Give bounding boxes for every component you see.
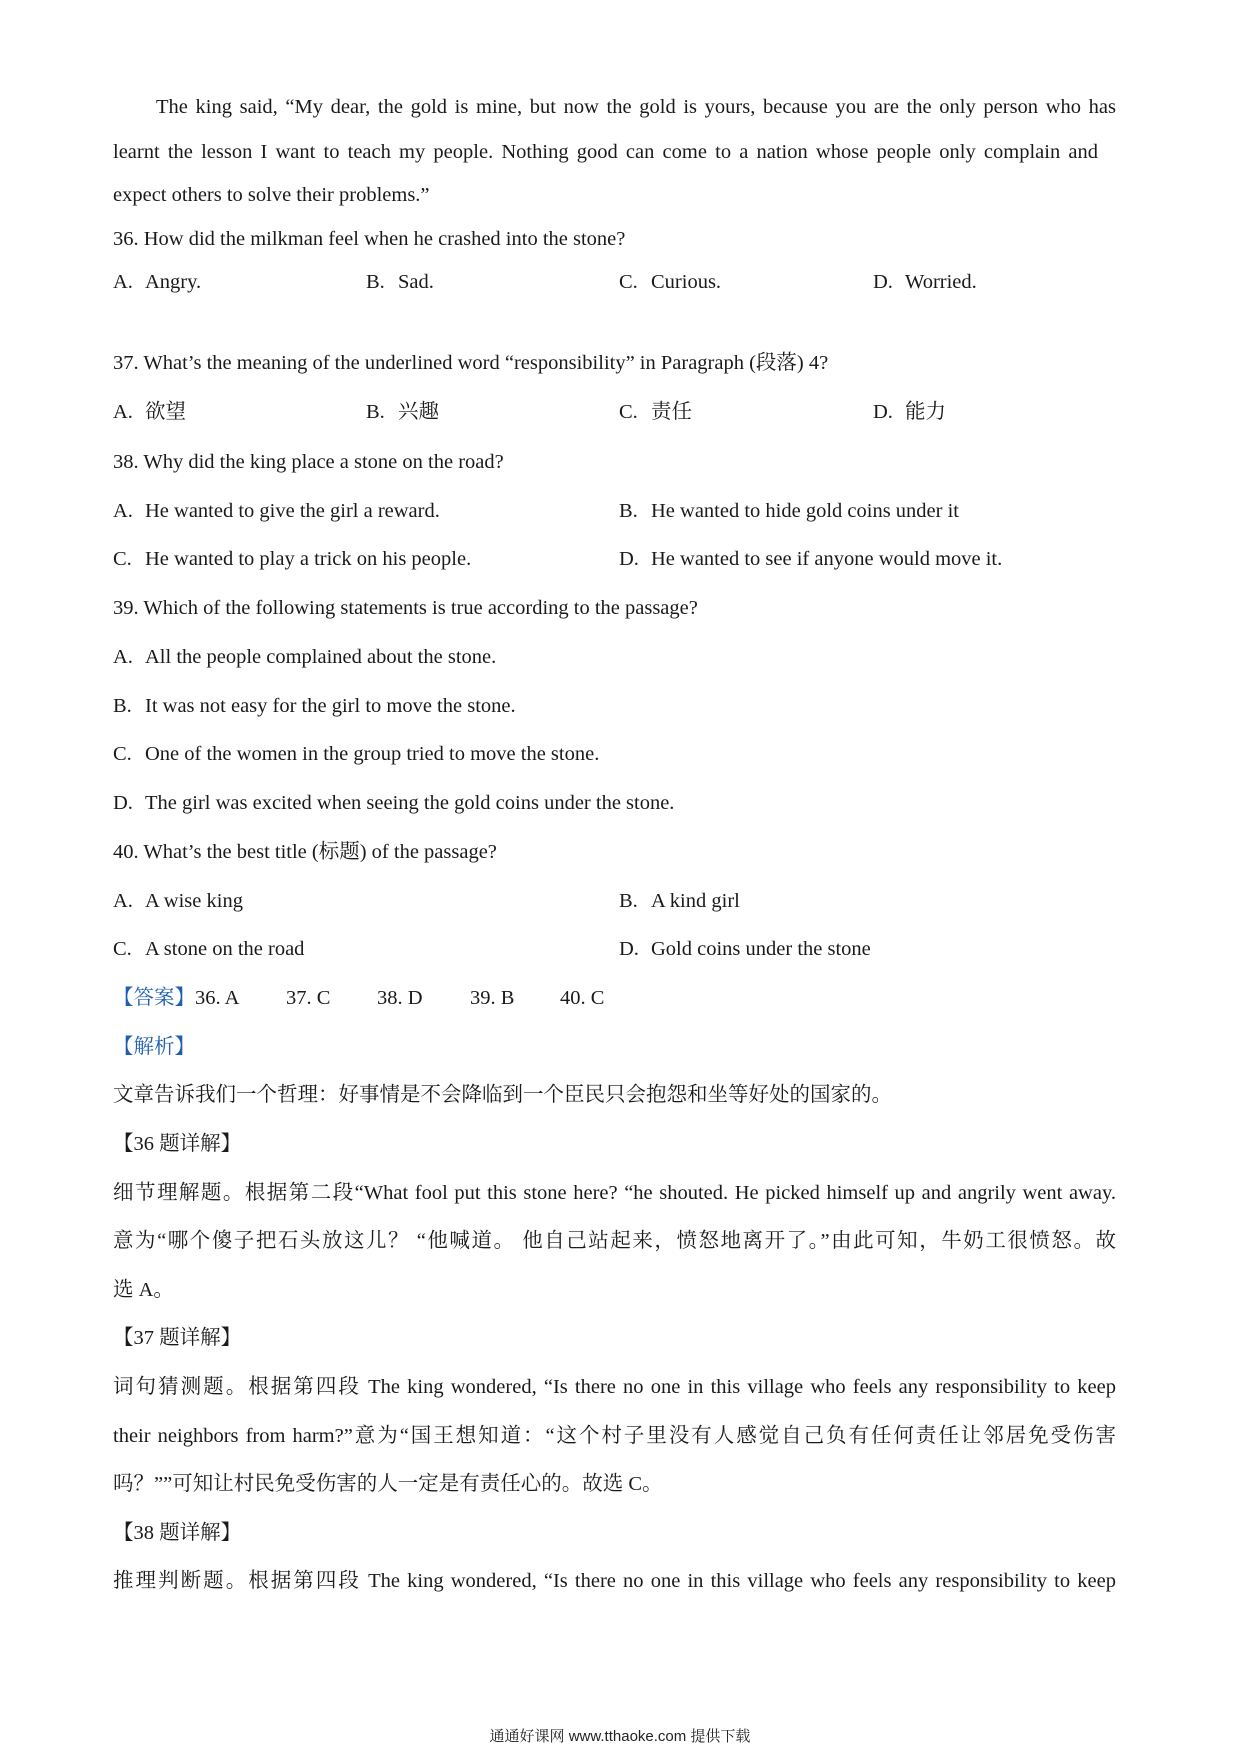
option-text: Curious. [651,271,722,293]
q38-detail-title: 【38 题详解】 [113,1522,242,1544]
question-38-option-d [619,546,1002,572]
option-text: The girl was excited when seeing the gold coins under the stone. [145,792,675,814]
option-letter: A. [113,500,133,522]
question-39-option-a [113,644,496,670]
option-text: It was not easy for the girl to move the stone. [145,695,516,717]
option-letter: B. [366,401,385,423]
analysis-tag: 【解析】 [113,1036,195,1058]
question-40-option-b [619,888,740,914]
question-36-option-c [619,269,721,295]
option-text: 能力 [905,401,946,423]
option-letter: C. [619,401,638,423]
q37-detail-title: 【37 题详解】 [113,1327,242,1349]
question-36-option-b [366,269,434,295]
question-40-option-d [619,936,871,962]
option-text: 兴趣 [398,401,439,423]
option-text: A wise king [145,890,243,912]
option-letter: C. [113,548,132,570]
question-39-stem: 39. Which of the following statements is true according to the passage? [113,597,698,619]
question-40-stem: 40. What’s the best title (标题) of the passage? [113,841,497,863]
option-letter: C. [113,938,132,960]
q37-detail-line-3: 吗？””可知让村民免受伤害的人一定是有责任心的。故选 C。 [113,1473,663,1495]
option-text: Angry. [145,271,202,293]
question-37-option-b [366,399,439,425]
passage-line-3: expect others to solve their problems.” [113,184,430,206]
question-37-option-a [113,399,186,425]
option-letter: D. [873,271,893,293]
option-letter: A. [113,401,133,423]
option-letter: B. [366,271,385,293]
q37-detail-line-1: 词句猜测题。根据第四段 The king wondered, “Is there no one in this village who feels any responsibility to keep [113,1376,1116,1398]
option-text: A stone on the road [145,938,305,960]
answer-tag: 【答案】 [113,987,195,1009]
option-text: He wanted to hide gold coins under it [651,500,960,522]
answer-item: 37. C [286,987,331,1009]
question-37-option-c [619,399,692,425]
option-letter: D. [619,548,639,570]
option-text: He wanted to give the girl a reward. [145,500,440,522]
option-letter: C. [619,271,638,293]
question-38-option-a [113,498,440,524]
option-letter: B. [113,695,132,717]
option-letter: D. [873,401,893,423]
answer-item: 39. B [470,987,515,1009]
q36-detail-title: 【36 题详解】 [113,1133,242,1155]
option-letter: D. [619,938,639,960]
analysis-summary: 文章告诉我们一个哲理：好事情是不会降临到一个臣民只会抱怨和坐等好处的国家的。 [113,1084,892,1106]
answer-item: 38. D [377,987,423,1009]
answer-item: 36. A [195,987,240,1009]
q36-detail-line-2: 意为“哪个傻子把石头放这儿？ “他喊道。 他自己站起来，愤怒地离开了。”由此可知，牛奶工很愤怒。故 [113,1230,1116,1252]
passage-line-1: The king said, “My dear, the gold is mine, but now the gold is yours, because you are the only person who has [156,96,1116,118]
option-text: He wanted to play a trick on his people. [145,548,472,570]
answer-line [113,985,604,1011]
option-letter: B. [619,890,638,912]
question-37-option-d [873,399,946,425]
footer-source: 通通好课网 www.tthaoke.com 提供下载 [489,1728,751,1745]
option-letter: B. [619,500,638,522]
answer-item: 40. C [560,987,605,1009]
question-38-option-c [113,546,471,572]
question-38-stem: 38. Why did the king place a stone on the road? [113,451,504,473]
option-text: 欲望 [145,401,186,423]
option-text: Worried. [905,271,977,293]
question-40-option-c [113,936,304,962]
option-text: Gold coins under the stone [651,938,871,960]
question-37-stem: 37. What’s the meaning of the underlined word “responsibility” in Paragraph (段落) 4? [113,352,829,374]
option-letter: A. [113,646,133,668]
question-36-option-d [873,269,977,295]
option-text: One of the women in the group tried to move the stone. [145,743,600,765]
question-38-option-b [619,498,959,524]
q36-detail-line-1: 细节理解题。根据第二段“What fool put this stone here? “he shouted. He picked himself up and angrily went away. [113,1182,1116,1204]
question-39-option-b [113,693,516,719]
option-letter: D. [113,792,133,814]
passage-line-2: learnt the lesson I want to teach my people. Nothing good can come to a nation whose people only complain and [113,141,1098,163]
q38-detail-line-1: 推理判断题。根据第四段 The king wondered, “Is there no one in this village who feels any responsibility to keep [113,1570,1116,1592]
option-text: All the people complained about the stone. [145,646,497,668]
question-36-stem: 36. How did the milkman feel when he crashed into the stone? [113,228,626,250]
option-text: He wanted to see if anyone would move it. [651,548,1003,570]
q37-detail-line-2: their neighbors from harm?”意为“国王想知道：“这个村子里没有人感觉自己负有任何责任让邻居免受伤害 [113,1425,1116,1447]
question-36-option-a [113,269,201,295]
question-39-option-c [113,741,599,767]
option-text: Sad. [398,271,434,293]
question-40-option-a [113,888,243,914]
q36-detail-line-3: 选 A。 [113,1279,174,1301]
option-letter: A. [113,890,133,912]
option-letter: A. [113,271,133,293]
question-39-option-d [113,790,674,816]
option-text: 责任 [651,401,692,423]
option-text: A kind girl [651,890,740,912]
option-letter: C. [113,743,132,765]
